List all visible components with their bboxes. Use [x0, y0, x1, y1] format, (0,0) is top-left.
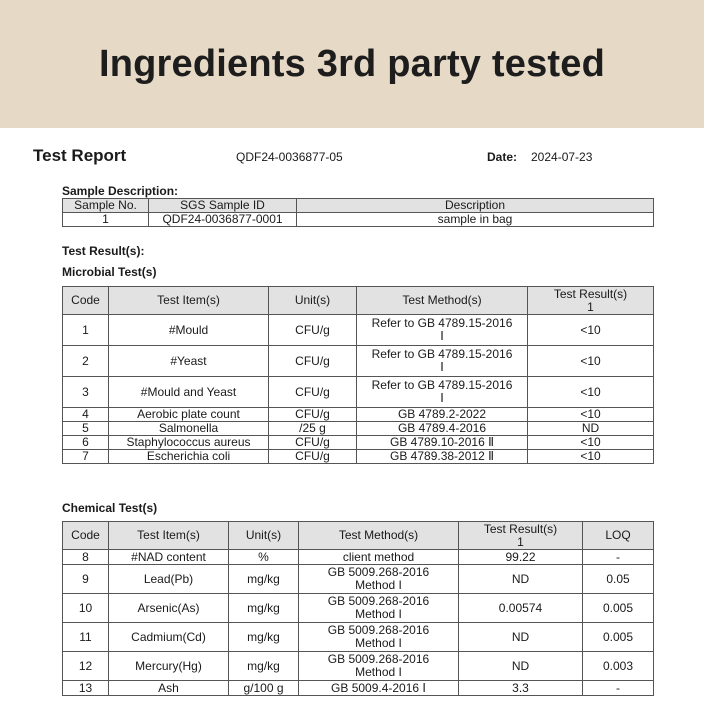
- microbial-row: [63, 450, 654, 464]
- chemical-row: [63, 565, 654, 594]
- microbial-header-cell: Code: [63, 287, 109, 315]
- chemical-cell: 3.3: [459, 681, 583, 696]
- chemical-cell: mg/kg: [229, 594, 299, 623]
- microbial-cell: #Mould: [109, 315, 269, 346]
- chemical-row: [63, 623, 654, 652]
- chemical-cell: Arsenic(As): [109, 594, 229, 623]
- microbial-cell: 6: [63, 436, 109, 450]
- microbial-row: [63, 422, 654, 436]
- chemical-header-cell: Test Result(s) 1: [459, 522, 583, 550]
- microbial-row: [63, 436, 654, 450]
- microbial-cell: 1: [63, 315, 109, 346]
- microbial-header-cell: Unit(s): [269, 287, 357, 315]
- chemical-cell: GB 5009.268-2016 Method I: [299, 594, 459, 623]
- microbial-cell: Salmonella: [109, 422, 269, 436]
- microbial-cell: <10: [528, 436, 654, 450]
- chemical-cell: 99.22: [459, 550, 583, 565]
- microbial-cell: GB 4789.4-2016: [357, 422, 528, 436]
- microbial-cell: <10: [528, 408, 654, 422]
- microbial-cell: CFU/g: [269, 346, 357, 377]
- microbial-cell: 7: [63, 450, 109, 464]
- chemical-cell: 8: [63, 550, 109, 565]
- microbial-cell: CFU/g: [269, 315, 357, 346]
- microbial-cell: CFU/g: [269, 408, 357, 422]
- microbial-cell: <10: [528, 377, 654, 408]
- chemical-header-cell: Test Method(s): [299, 522, 459, 550]
- chemical-cell: Mercury(Hg): [109, 652, 229, 681]
- microbial-cell: Refer to GB 4789.15-2016 Ⅰ: [357, 377, 528, 408]
- microbial-cell: ND: [528, 422, 654, 436]
- chemical-cell: 11: [63, 623, 109, 652]
- microbial-cell: #Yeast: [109, 346, 269, 377]
- chemical-row: [63, 550, 654, 565]
- chemical-cell: GB 5009.268-2016 Method I: [299, 623, 459, 652]
- microbial-cell: Staphylococcus aureus: [109, 436, 269, 450]
- microbial-cell: Escherichia coli: [109, 450, 269, 464]
- test-results-heading: Test Result(s):: [62, 244, 145, 258]
- test-report-document: [0, 128, 704, 720]
- microbial-cell: Refer to GB 4789.15-2016 Ⅰ: [357, 346, 528, 377]
- microbial-cell: Aerobic plate count: [109, 408, 269, 422]
- chemical-cell: %: [229, 550, 299, 565]
- chemical-cell: GB 5009.268-2016 Method I: [299, 565, 459, 594]
- chemical-cell: mg/kg: [229, 623, 299, 652]
- chemical-cell: 10: [63, 594, 109, 623]
- chemical-cell: #NAD content: [109, 550, 229, 565]
- chemical-cell: 13: [63, 681, 109, 696]
- chemical-row: [63, 594, 654, 623]
- chemical-row: [63, 652, 654, 681]
- chemical-cell: mg/kg: [229, 652, 299, 681]
- chemical-cell: 0.003: [583, 652, 654, 681]
- microbial-row: [63, 346, 654, 377]
- microbial-cell: 4: [63, 408, 109, 422]
- microbial-cell: GB 4789.2-2022: [357, 408, 528, 422]
- chemical-cell: 0.005: [583, 594, 654, 623]
- chemical-test-table: [62, 521, 654, 696]
- chemical-header-cell: LOQ: [583, 522, 654, 550]
- sample-header-cell: Sample No.: [63, 199, 149, 213]
- microbial-cell: <10: [528, 315, 654, 346]
- chemical-cell: Lead(Pb): [109, 565, 229, 594]
- report-title: Test Report: [33, 146, 127, 165]
- sample-header-cell: Description: [297, 199, 654, 213]
- chemical-cell: ND: [459, 652, 583, 681]
- sample-description-table: [62, 198, 654, 227]
- chemical-cell: ND: [459, 623, 583, 652]
- date-value: 2024-07-23: [531, 150, 593, 164]
- chemical-header-cell: Unit(s): [229, 522, 299, 550]
- chemical-cell: g/100 g: [229, 681, 299, 696]
- chemical-cell: Cadmium(Cd): [109, 623, 229, 652]
- chemical-cell: 0.005: [583, 623, 654, 652]
- microbial-cell: CFU/g: [269, 377, 357, 408]
- sample-header-cell: SGS Sample ID: [149, 199, 297, 213]
- chemical-cell: Ash: [109, 681, 229, 696]
- chemical-test-heading: Chemical Test(s): [62, 501, 158, 515]
- sample-cell: 1: [63, 213, 149, 227]
- microbial-cell: CFU/g: [269, 436, 357, 450]
- microbial-row: [63, 408, 654, 422]
- microbial-cell: 3: [63, 377, 109, 408]
- chemical-cell: -: [583, 550, 654, 565]
- chemical-cell: client method: [299, 550, 459, 565]
- microbial-cell: GB 4789.10-2016 Ⅱ: [357, 436, 528, 450]
- header-banner: [0, 0, 704, 128]
- microbial-cell: <10: [528, 450, 654, 464]
- sample-cell: sample in bag: [297, 213, 654, 227]
- microbial-cell: 2: [63, 346, 109, 377]
- chemical-row: [63, 681, 654, 696]
- microbial-header-cell: Test Result(s) 1: [528, 287, 654, 315]
- microbial-header-cell: Test Item(s): [109, 287, 269, 315]
- chemical-cell: 0.00574: [459, 594, 583, 623]
- microbial-cell: GB 4789.38-2012 Ⅱ: [357, 450, 528, 464]
- chemical-cell: -: [583, 681, 654, 696]
- chemical-header-cell: Test Item(s): [109, 522, 229, 550]
- sample-row: [63, 213, 654, 227]
- chemical-cell: ND: [459, 565, 583, 594]
- microbial-cell: 5: [63, 422, 109, 436]
- date-label: Date:: [487, 150, 518, 164]
- chemical-header-cell: Code: [63, 522, 109, 550]
- microbial-cell: /25 g: [269, 422, 357, 436]
- sample-description-heading: Sample Description:: [62, 184, 179, 198]
- report-number: QDF24-0036877-05: [236, 150, 343, 164]
- microbial-row: [63, 377, 654, 408]
- chemical-cell: 12: [63, 652, 109, 681]
- sample-cell: QDF24-0036877-0001: [149, 213, 297, 227]
- microbial-test-table: [62, 286, 654, 464]
- chemical-cell: GB 5009.268-2016 Method I: [299, 652, 459, 681]
- microbial-cell: Refer to GB 4789.15-2016 Ⅰ: [357, 315, 528, 346]
- microbial-test-heading: Microbial Test(s): [62, 265, 157, 279]
- microbial-cell: <10: [528, 346, 654, 377]
- chemical-cell: mg/kg: [229, 565, 299, 594]
- microbial-cell: CFU/g: [269, 450, 357, 464]
- chemical-cell: GB 5009.4-2016 Ⅰ: [299, 681, 459, 696]
- microbial-header-cell: Test Method(s): [357, 287, 528, 315]
- chemical-cell: 9: [63, 565, 109, 594]
- microbial-cell: #Mould and Yeast: [109, 377, 269, 408]
- microbial-row: [63, 315, 654, 346]
- banner-title: Ingredients 3rd party tested: [98, 42, 606, 85]
- chemical-cell: 0.05: [583, 565, 654, 594]
